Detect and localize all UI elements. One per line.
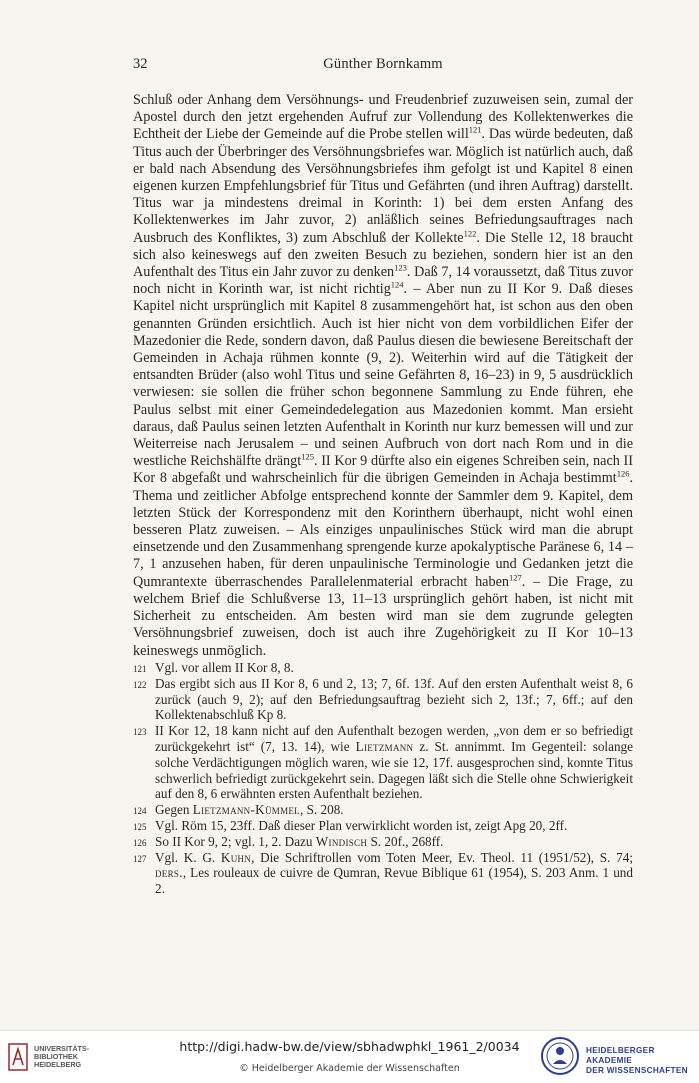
footnote-ref[interactable]: 126 [616,468,630,479]
footnote-ref[interactable]: 127 [508,571,522,582]
footnote [133,850,633,897]
author-name: Windisch [315,833,368,849]
footnote-text: Vgl. Röm 15, 23ff. Daß dieser Plan verwirklicht worden ist, zeigt Apg 20, 2ff. [155,817,568,833]
footnote [133,802,633,818]
footnote-number: 126 [133,837,147,848]
author-name: ders. [155,865,183,881]
page-number: 32 [133,56,148,72]
academy-name-line: HEIDELBERGER AKADEMIE [586,1046,655,1065]
academy-name [586,1046,695,1076]
footnote-ref[interactable]: 125 [301,451,314,462]
copyright-notice: © Heidelberger Akademie der Wissenschaften [239,1063,460,1074]
text-run: Schluß oder Anhang dem Versöhnungs- und Freudenbrief zuzuweisen sein, zumal der Apostel durch den jetzt ergehenden Aufruf zur Vollendung des Kollektenwerkes die Echtheit der Liebe der Gemeinde auf die Probe stellen will [133,92,633,143]
footnote-text: , Die Schriftrollen vom Toten Meer, Ev. Theol. 11 (1951/52), S. 74; [251,849,633,865]
library-name-line: UNIVERSITÄTS- [34,1044,90,1053]
author-name: Lietzmann-Kümmel [192,802,300,818]
footnote [133,660,633,676]
text-run: . – Aber nun zu II Kor 9. Daß dieses Kapitel nicht ursprünglich mit Kapitel 8 zusammengehört hat, ist schon aus den oben genannten Gründen ersichtlich. Auch ist hier nicht von dem vorbildlichen Eifer der Mazedonier die Rede, sondern davon, daß Paulus diesen die bewiesene Bereitschaft der Gemeinden in Achaja rühmen konnte (9, 2). Weiterhin wird auf die Tätigkeit der entsandten Brüder (also wohl Titus und seine Gefährten 8, 16–23) in 9, 5 ausdrücklich verwiesen: sie sollen die früher schon begonnene Sammlung zu Ende führen, ehe Paulus selbst mit einer Gemeindedelegation aus Mazedonien kommt. Man ersieht daraus, daß Paulus seinen letzten Aufenthalt in Korinth nur kurz bemessen will und zur Weiterreise nach Jerusalem – und seinen Aufbruch von dort nach Rom und in die westliche Reichshälfte drängt [133,281,633,470]
footnote-number: 127 [133,853,147,864]
academy-seal-icon [540,1036,580,1076]
footnote-text: Das ergibt sich aus II Kor 8, 6 und 2, 13; 7, 6f. 13f. Auf den ersten Aufenthalt weist 8, 6 zurück (auch 9, 2); auf den Befriedungsauftrag bezieht sich 2, 13f.; 7, 6ff.; auf den Kollektenabschluß Kp 8. [155,675,633,723]
author-name: Kuhn [220,849,252,865]
text-run: . Die Stelle 12, 18 braucht sich also keineswegs auf den zweiten Besuch zu beziehen, sondern hier ist an den Aufenthalt des Titus ein Jahr zuvor zu denken [133,229,633,281]
footnote-number: 125 [133,821,147,832]
footnote-text: , S. 208. [299,802,344,818]
viewer-footer [0,1030,699,1083]
running-head: Günther Bornkamm [323,56,443,72]
library-name-line: HEIDELBERG [34,1060,82,1070]
permalink-url[interactable]: http://digi.hadw-bw.de/view/sbhadwphkl_1961_2/0034 [179,1039,520,1054]
footnote-number: 121 [133,664,147,674]
footnote-text: Vgl. K. G. [155,849,221,865]
body-paragraph [133,92,633,660]
academy-logo[interactable] [540,1036,695,1078]
footnote-ref[interactable]: 122 [463,227,477,238]
footnote-text: S. 20f., 268ff. [367,833,444,849]
page-header [133,56,633,76]
footnote-text: So II Kor 9, 2; vgl. 1, 2. Dazu [155,833,316,849]
footnote-ref[interactable]: 121 [468,124,482,135]
footnote-number: 122 [133,679,147,690]
text-run: . Das würde bedeuten, daß Titus auch der Überbringer des Versöhnungsbriefes war. Möglich ist natürlich auch, daß er bald nach Absendung des Versöhnungsbriefes ihm gefolgt ist und Kapitel 8 einen eigenen kurzen Empfehlungsbrief für Titus und Gefährten (und ihren Auftrag) darstellt. Titus war ja mindestens dreimal in Korinth: 1) bei dem ersten Anfang des Kollektenwerkes im Jahr zuvor, 2) anläßlich seines Befriedungsauftrages nach Ausbruch des Konfliktes, 3) zum Abschluß der Kollekte [133,126,633,246]
footnote-text: z. St. annimmt. Im Gegenteil: solange solche Verdächtigungen möglich waren, wie sie 12, 17f. ausgesprochen sind, konnte Titus schwerlich befriedigt zurückgekehrt sein. Dagegen läßt sich die Stelle ohne Schwierigkeit auf den 8, 6 erwähnten ersten Aufenthalt beziehen. [155,738,633,802]
footnote [133,834,633,850]
footnote-ref[interactable]: 124 [390,279,404,290]
text-run: . – Die Frage, zu welchem Brief die Schlußverse 13, 11–13 ursprünglich gehört haben, ist nicht mit Sicherheit zu entscheiden. Am besten wird man sie dem zugrunde gelegten Versöhnungsbrief zuweisen, doch ist auch ihre Zugehörigkeit zu II Kor 10–13 keineswegs unmöglich. [133,573,633,659]
text-run: . II Kor 9 dürfte also ein eigenes Schreiben sein, nach II Kor 8 abgefaßt und wahrscheinlich für die übrigen Gemeinden in Achaja bestimmt [133,453,634,487]
footnote-number: 124 [133,806,147,817]
text-run: . Thema und zeitlicher Abfolge entsprechend konnte der Sammler dem 9. Kapitel, dem letzten Stück der Korrespondenz mit den Korinthern überhaupt, nicht wohl einen besseren Platz zuweisen. – Als einziges unpaulinisches Stück wird man die abrupt einsetzende und den Zusammenhang sprengende kurze apokalyptische Paränese 6, 14 – 7, 1 anzusehen haben, für deren unpaulinische Terminologie und Gedanken jetzt die Qumrantexte überraschendes Parallelenmaterial erbracht haben [133,470,633,590]
author-name: Lietzmann [355,738,414,754]
footnote-text: , Les rouleaux de cuivre de Qumran, Revue Biblique 61 (1954), S. 203 Anm. 1 und 2. [155,865,633,897]
footnote-text: Gegen [155,802,193,818]
footnote-text: Vgl. vor allem II Kor 8, 8. [155,660,294,675]
footnote [133,723,633,802]
footnote-number: 123 [133,727,147,738]
footnote-text: II Kor 12, 18 kann nicht auf den Aufenthalt bezogen werden, „von dem er so befriedigt zurückgekehrt ist“ (7, 13. 14), wie [155,723,633,754]
library-name-line: BIBLIOTHEK [34,1052,78,1062]
footnotes [133,660,633,897]
text-run: . Daß 7, 14 voraussetzt, daß Titus zuvor noch nicht in Korinth war, ist nicht richtig [133,264,634,298]
main-text [133,92,633,660]
academy-name-line: DER WISSENSCHAFTEN [586,1066,688,1075]
footnote-ref[interactable]: 123 [394,262,407,273]
footnote [133,676,633,723]
footnote [133,818,633,834]
